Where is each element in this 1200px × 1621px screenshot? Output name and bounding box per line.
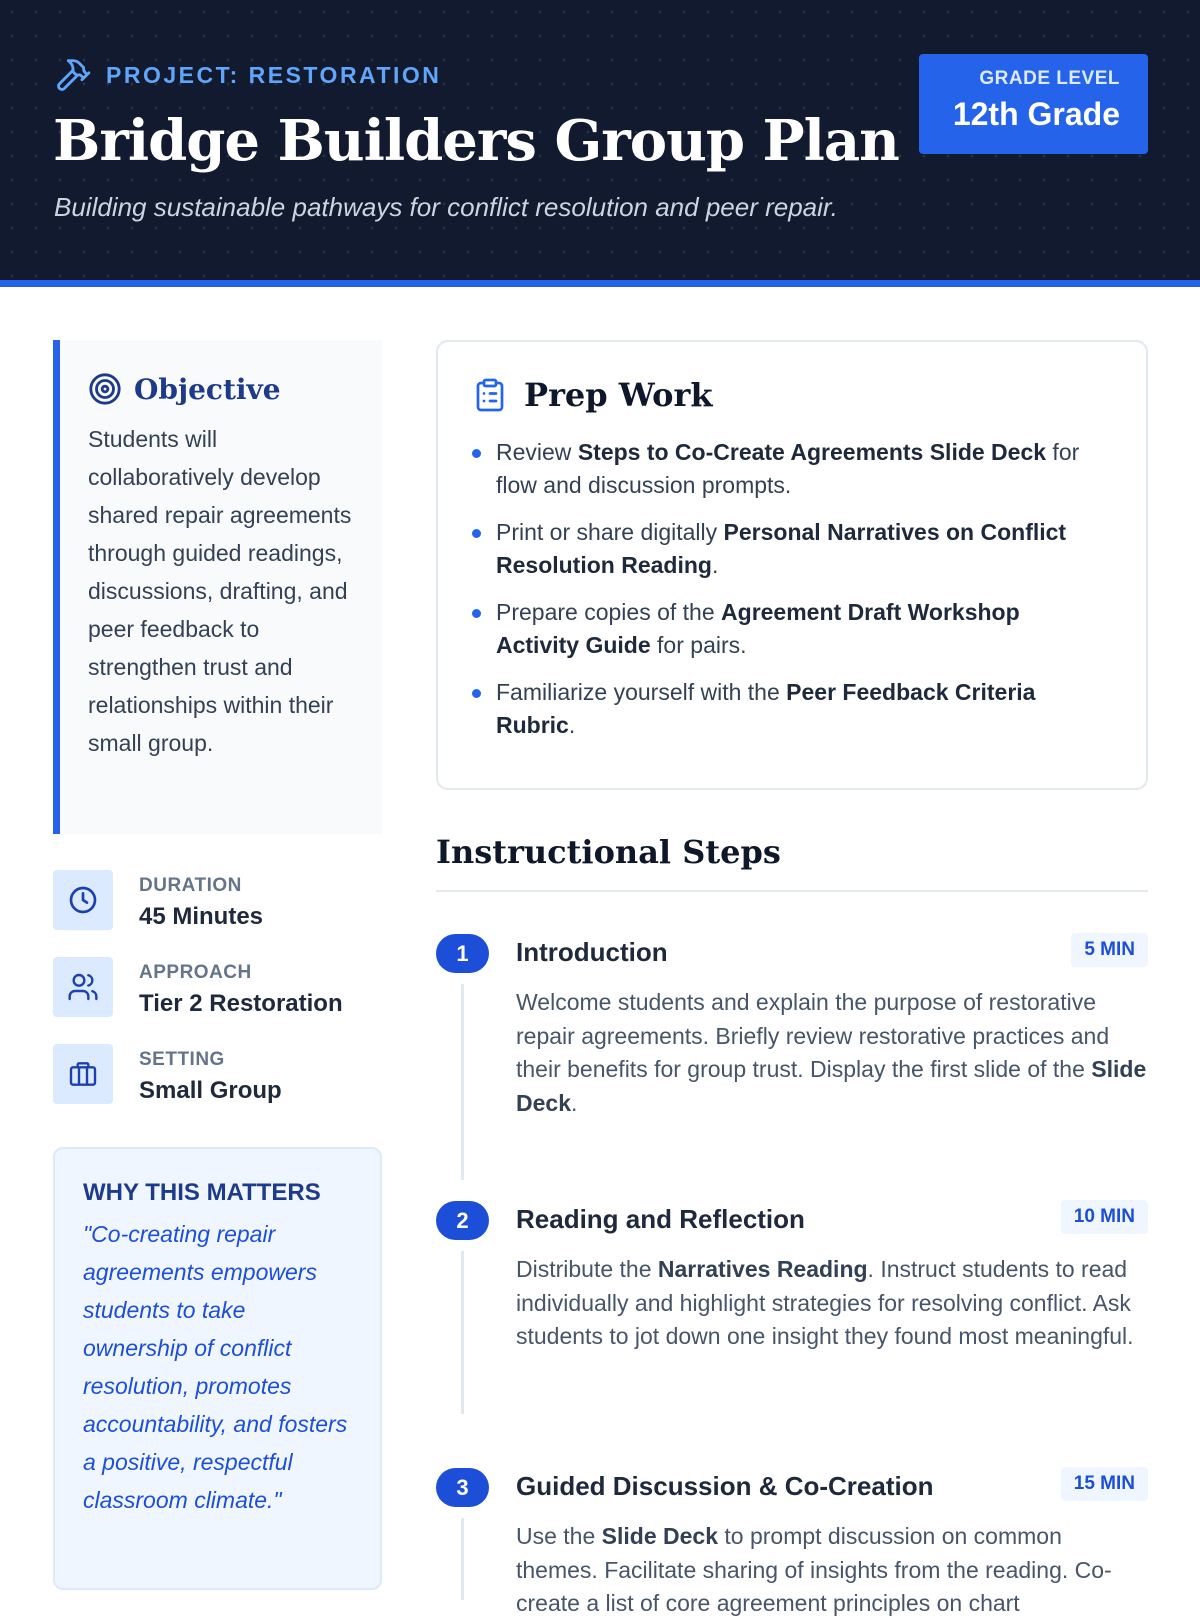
step-timeline-line xyxy=(461,1518,464,1600)
meta-label: DURATION xyxy=(139,875,242,896)
meta-icon-box xyxy=(53,1044,113,1104)
project-label: PROJECT: RESTORATION xyxy=(106,61,442,88)
prep-header xyxy=(472,376,1108,414)
objective-text: Students will collaboratively develop shared repair agreements through guided readings, discussions, drafting, and peer feedback to strengthen trust and relationships within their small group. xyxy=(88,426,352,756)
list-item: Print or share digitally Personal Narratives on Conflict Resolution Reading. xyxy=(472,516,1108,582)
divider xyxy=(436,890,1148,892)
why-this-matters-card xyxy=(53,1147,382,1590)
grade-level-value: 12th Grade xyxy=(952,96,1120,132)
meta-value: Small Group xyxy=(139,1077,282,1104)
step-number-badge: 2 xyxy=(436,1201,489,1240)
project-eyebrow xyxy=(54,56,441,94)
objective-card xyxy=(53,340,382,834)
step-title: Guided Discussion & Co-Creation xyxy=(516,1471,934,1501)
step-title: Introduction xyxy=(516,937,668,967)
page-subtitle: Building sustainable pathways for conflict resolution and peer repair. xyxy=(54,192,838,222)
meta-setting xyxy=(53,1044,393,1131)
step-description: Distribute the Narratives Reading. Instruct students to read individually and highlight strategies for resolving conflict. Ask students to jot down one insight they found most meaningful. xyxy=(516,1256,1134,1349)
step-duration-badge: 15 MIN xyxy=(1061,1467,1148,1501)
why-title: WHY THIS MATTERS xyxy=(83,1179,321,1206)
users-icon xyxy=(67,971,99,1003)
list-item: Familiarize yourself with the Peer Feedback Criteria Rubric. xyxy=(472,676,1108,742)
step-number-badge: 3 xyxy=(436,1468,489,1507)
objective-title: Objective xyxy=(134,372,281,406)
step-description: Use the Slide Deck to prompt discussion on common themes. Facilitate sharing of insights from the reading. Co-create a list of core agreement principles on chart xyxy=(516,1523,1112,1616)
grade-level-badge xyxy=(919,54,1148,154)
objective-header xyxy=(88,372,362,406)
clock-icon xyxy=(67,884,99,916)
step-item xyxy=(436,934,1148,1144)
step-title: Reading and Reflection xyxy=(516,1204,805,1234)
prep-list xyxy=(472,436,1108,742)
list-item: Prepare copies of the Agreement Draft Workshop Activity Guide for pairs. xyxy=(472,596,1108,662)
why-quote: "Co-creating repair agreements empowers students to take ownership of conflict resolution, promotes accountability, and fosters a positive, respectful classroom climate." xyxy=(83,1221,348,1513)
step-number-badge: 1 xyxy=(436,934,489,973)
prep-work-card xyxy=(436,340,1148,790)
meta-duration xyxy=(53,870,393,957)
page-header xyxy=(0,0,1200,287)
briefcase-icon xyxy=(67,1058,99,1090)
grade-level-label: GRADE LEVEL xyxy=(979,68,1120,89)
hammer-icon xyxy=(54,56,92,94)
step-description: Welcome students and explain the purpose of restorative repair agreements. Briefly review restorative practices and their benefits for group trust. Display the first slide of the Slide Deck. xyxy=(516,989,1147,1116)
meta-value: Tier 2 Restoration xyxy=(139,990,343,1017)
step-duration-badge: 5 MIN xyxy=(1071,933,1148,967)
page-title: Bridge Builders Group Plan xyxy=(53,108,899,174)
clipboard-list-icon xyxy=(472,377,508,413)
meta-approach xyxy=(53,957,393,1044)
steps-heading: Instructional Steps xyxy=(436,833,781,871)
meta-value: 45 Minutes xyxy=(139,903,264,930)
step-timeline-line xyxy=(461,1251,464,1414)
meta-list xyxy=(53,870,393,1131)
list-item: Review Steps to Co-Create Agreements Slide Deck for flow and discussion prompts. xyxy=(472,436,1108,502)
meta-label: SETTING xyxy=(139,1049,225,1070)
meta-icon-box xyxy=(53,957,113,1017)
step-item xyxy=(436,1201,1148,1411)
prep-title: Prep Work xyxy=(524,376,713,414)
step-timeline-line xyxy=(461,984,464,1180)
target-icon xyxy=(88,372,122,406)
step-item xyxy=(436,1468,1148,1616)
meta-label: APPROACH xyxy=(139,962,252,983)
meta-icon-box xyxy=(53,870,113,930)
step-duration-badge: 10 MIN xyxy=(1061,1200,1148,1234)
